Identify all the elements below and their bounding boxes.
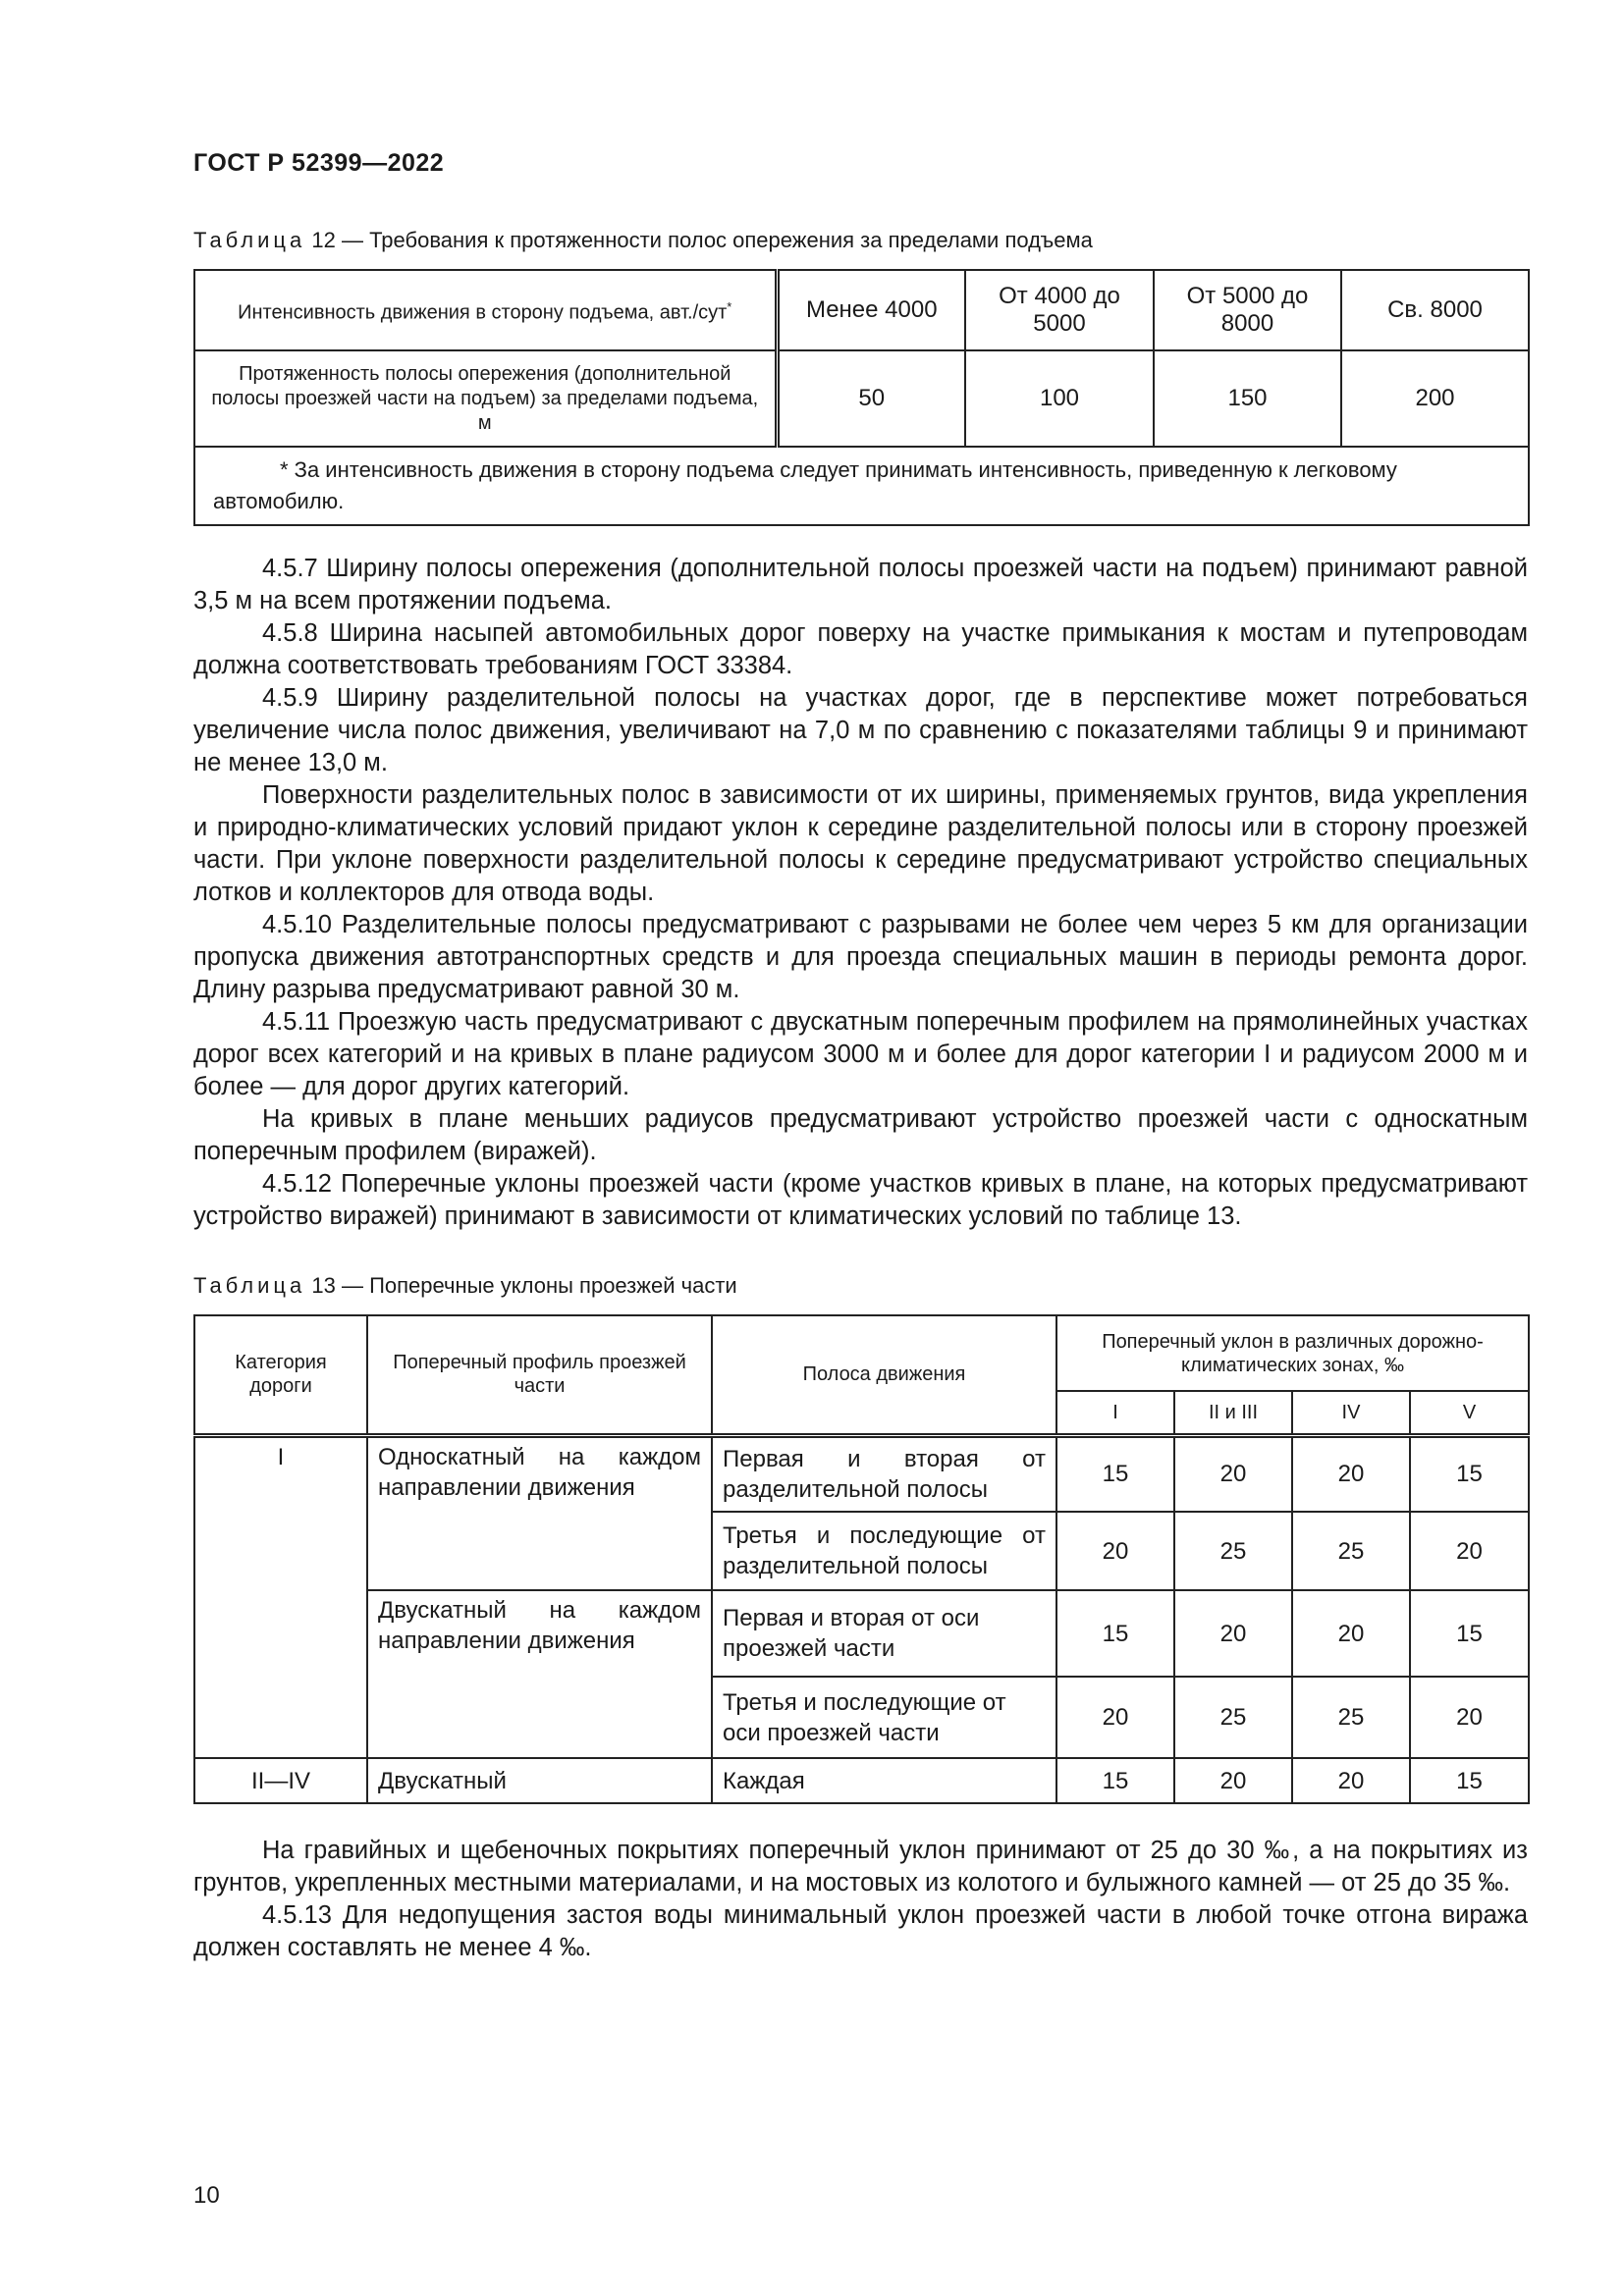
table-cell: 20 bbox=[1174, 1590, 1292, 1677]
header-zone: V bbox=[1410, 1391, 1529, 1435]
table-cell: 25 bbox=[1174, 1677, 1292, 1758]
table-13-caption bbox=[193, 1273, 737, 1299]
table-cell: 100 bbox=[965, 350, 1154, 447]
table-cell: 15 bbox=[1410, 1590, 1529, 1677]
table-cell: 15 bbox=[1410, 1758, 1529, 1803]
paragraph: 4.5.9 Ширину разделительной полосы на участках дорог, где в перспективе может потребоваться увеличение числа полос движения, увеличивают на 7,0 м по сравнению с показателями таблицы 9 и принимают не менее 13,0 м. bbox=[193, 684, 1528, 776]
paragraph: 4.5.7 Ширину полосы опережения (дополнительной полосы проезжей части на подъем) принимают равной 3,5 м на всем протяжении подъема. bbox=[193, 555, 1528, 614]
body-text-block-1 bbox=[193, 553, 1528, 1233]
caption-text: 12 — Требования к протяженности полос опережения за пределами подъема bbox=[305, 228, 1093, 252]
table-cell: 15 bbox=[1410, 1435, 1529, 1512]
header-zone: II и III bbox=[1174, 1391, 1292, 1435]
paragraph: 4.5.8 Ширина насыпей автомобильных дорог поверху на участке примыкания к мостам и путепроводам должна соответствовать требованиям ГОСТ 33384. bbox=[193, 619, 1528, 679]
page-number: 10 bbox=[193, 2182, 220, 2209]
table-cell: 25 bbox=[1292, 1677, 1410, 1758]
paragraph: На гравийных и щебеночных покрытиях поперечный уклон принимают от 25 до 30 ‰, а на покрытиях из грунтов, укрепленных местными материалами, и на мостовых из колотого и булыжного камней — от 25 до 35 ‰. bbox=[193, 1837, 1528, 1896]
lane-cell: Третья и последующие от оси проезжей части bbox=[712, 1677, 1056, 1758]
table-cell: 20 bbox=[1292, 1758, 1410, 1803]
paragraph: 4.5.10 Разделительные полосы предусматривают с разрывами не более чем через 5 км для организации пропуска движения автотранспортных средств и для проезда специальных машин в периоды ремонта дорог. Длину разрыва предусматривают равной 30 м. bbox=[193, 911, 1528, 1003]
table-cell: Менее 4000 bbox=[777, 270, 965, 350]
profile-cell: Односкатный на каждом направлении движения bbox=[367, 1435, 712, 1590]
footnote-mark: * bbox=[727, 299, 732, 315]
caption-text: 13 — Поперечные уклоны проезжей части bbox=[305, 1273, 737, 1298]
table-cell: 25 bbox=[1292, 1512, 1410, 1590]
table-cell: 20 bbox=[1292, 1590, 1410, 1677]
table-cell: 20 bbox=[1410, 1677, 1529, 1758]
table-13 bbox=[193, 1314, 1530, 1804]
table-footnote: * За интенсивность движения в сторону подъема следует принимать интенсивность, приведенную к легковому автомобилю. bbox=[194, 447, 1529, 525]
profile-cell: Двускатный bbox=[367, 1758, 712, 1803]
paragraph: Поверхности разделительных полос в зависимости от их ширины, применяемых грунтов, вида укрепления и природно-климатических условий придают уклон к середине разделительной полосы или в сторону проезжей части. При уклоне поверхности разделительной полосы к середине предусматривают устройство специальных лотков и коллекторов для отвода воды. bbox=[193, 781, 1528, 906]
table-cell: Св. 8000 bbox=[1341, 270, 1529, 350]
paragraph: 4.5.11 Проезжую часть предусматривают с двускатным поперечным профилем на прямолинейных участках дорог всех категорий и на кривых в плане радиусом 3000 м и более для дорог категории I и радиусом 2000 м и более — для дорог других категорий. bbox=[193, 1008, 1528, 1100]
header-zone: IV bbox=[1292, 1391, 1410, 1435]
header-slope: Поперечный уклон в различных дорожно-климатических зонах, ‰ bbox=[1056, 1315, 1529, 1391]
label-text: Интенсивность движения в сторону подъема, авт./сут bbox=[238, 301, 728, 324]
table-row-label bbox=[194, 270, 777, 350]
header-lane: Полоса движения bbox=[712, 1315, 1056, 1435]
table-12 bbox=[193, 269, 1530, 526]
lane-cell: Третья и последующие от разделительной полосы bbox=[712, 1512, 1056, 1590]
lane-cell: Каждая bbox=[712, 1758, 1056, 1803]
table-cell: 20 bbox=[1056, 1512, 1174, 1590]
table-cell: 20 bbox=[1174, 1758, 1292, 1803]
table-cell: От 5000 до 8000 bbox=[1154, 270, 1341, 350]
paragraph: На кривых в плане меньших радиусов предусматривают устройство проезжей части с односкатным поперечным профилем (виражей). bbox=[193, 1105, 1528, 1165]
paragraph: 4.5.13 Для недопущения застоя воды минимальный уклон проезжей части в любой точке отгона виража должен составлять не менее 4 ‰. bbox=[193, 1901, 1528, 1961]
header-profile: Поперечный профиль проезжей части bbox=[367, 1315, 712, 1435]
table-row-label: Протяженность полосы опережения (дополнительной полосы проезжей части на подъем) за пределами подъема, м bbox=[194, 350, 777, 447]
table-cell: 20 bbox=[1410, 1512, 1529, 1590]
category-cell: II—IV bbox=[194, 1758, 367, 1803]
profile-cell: Двускатный на каждом направлении движения bbox=[367, 1590, 712, 1758]
table-12-caption bbox=[193, 228, 1093, 253]
header-category: Категория дороги bbox=[194, 1315, 367, 1435]
table-cell: 20 bbox=[1292, 1435, 1410, 1512]
caption-label: Таблица bbox=[193, 228, 306, 252]
table-cell: 15 bbox=[1056, 1758, 1174, 1803]
table-cell: 25 bbox=[1174, 1512, 1292, 1590]
category-cell: I bbox=[194, 1435, 367, 1758]
table-cell: 15 bbox=[1056, 1435, 1174, 1512]
table-cell: 20 bbox=[1056, 1677, 1174, 1758]
table-cell: От 4000 до 5000 bbox=[965, 270, 1154, 350]
caption-label: Таблица bbox=[193, 1273, 306, 1298]
table-cell: 150 bbox=[1154, 350, 1341, 447]
header-zone: I bbox=[1056, 1391, 1174, 1435]
table-cell: 50 bbox=[777, 350, 965, 447]
lane-cell: Первая и вторая от оси проезжей части bbox=[712, 1590, 1056, 1677]
table-cell: 200 bbox=[1341, 350, 1529, 447]
lane-cell: Первая и вторая от разделительной полосы bbox=[712, 1435, 1056, 1512]
body-text-block-2 bbox=[193, 1835, 1528, 1964]
paragraph: 4.5.12 Поперечные уклоны проезжей части (кроме участков кривых в плане, на которых предусматривают устройство виражей) принимают в зависимости от климатических условий по таблице 13. bbox=[193, 1170, 1528, 1230]
table-cell: 15 bbox=[1056, 1590, 1174, 1677]
document-header: ГОСТ Р 52399—2022 bbox=[193, 149, 445, 177]
table-cell: 20 bbox=[1174, 1435, 1292, 1512]
